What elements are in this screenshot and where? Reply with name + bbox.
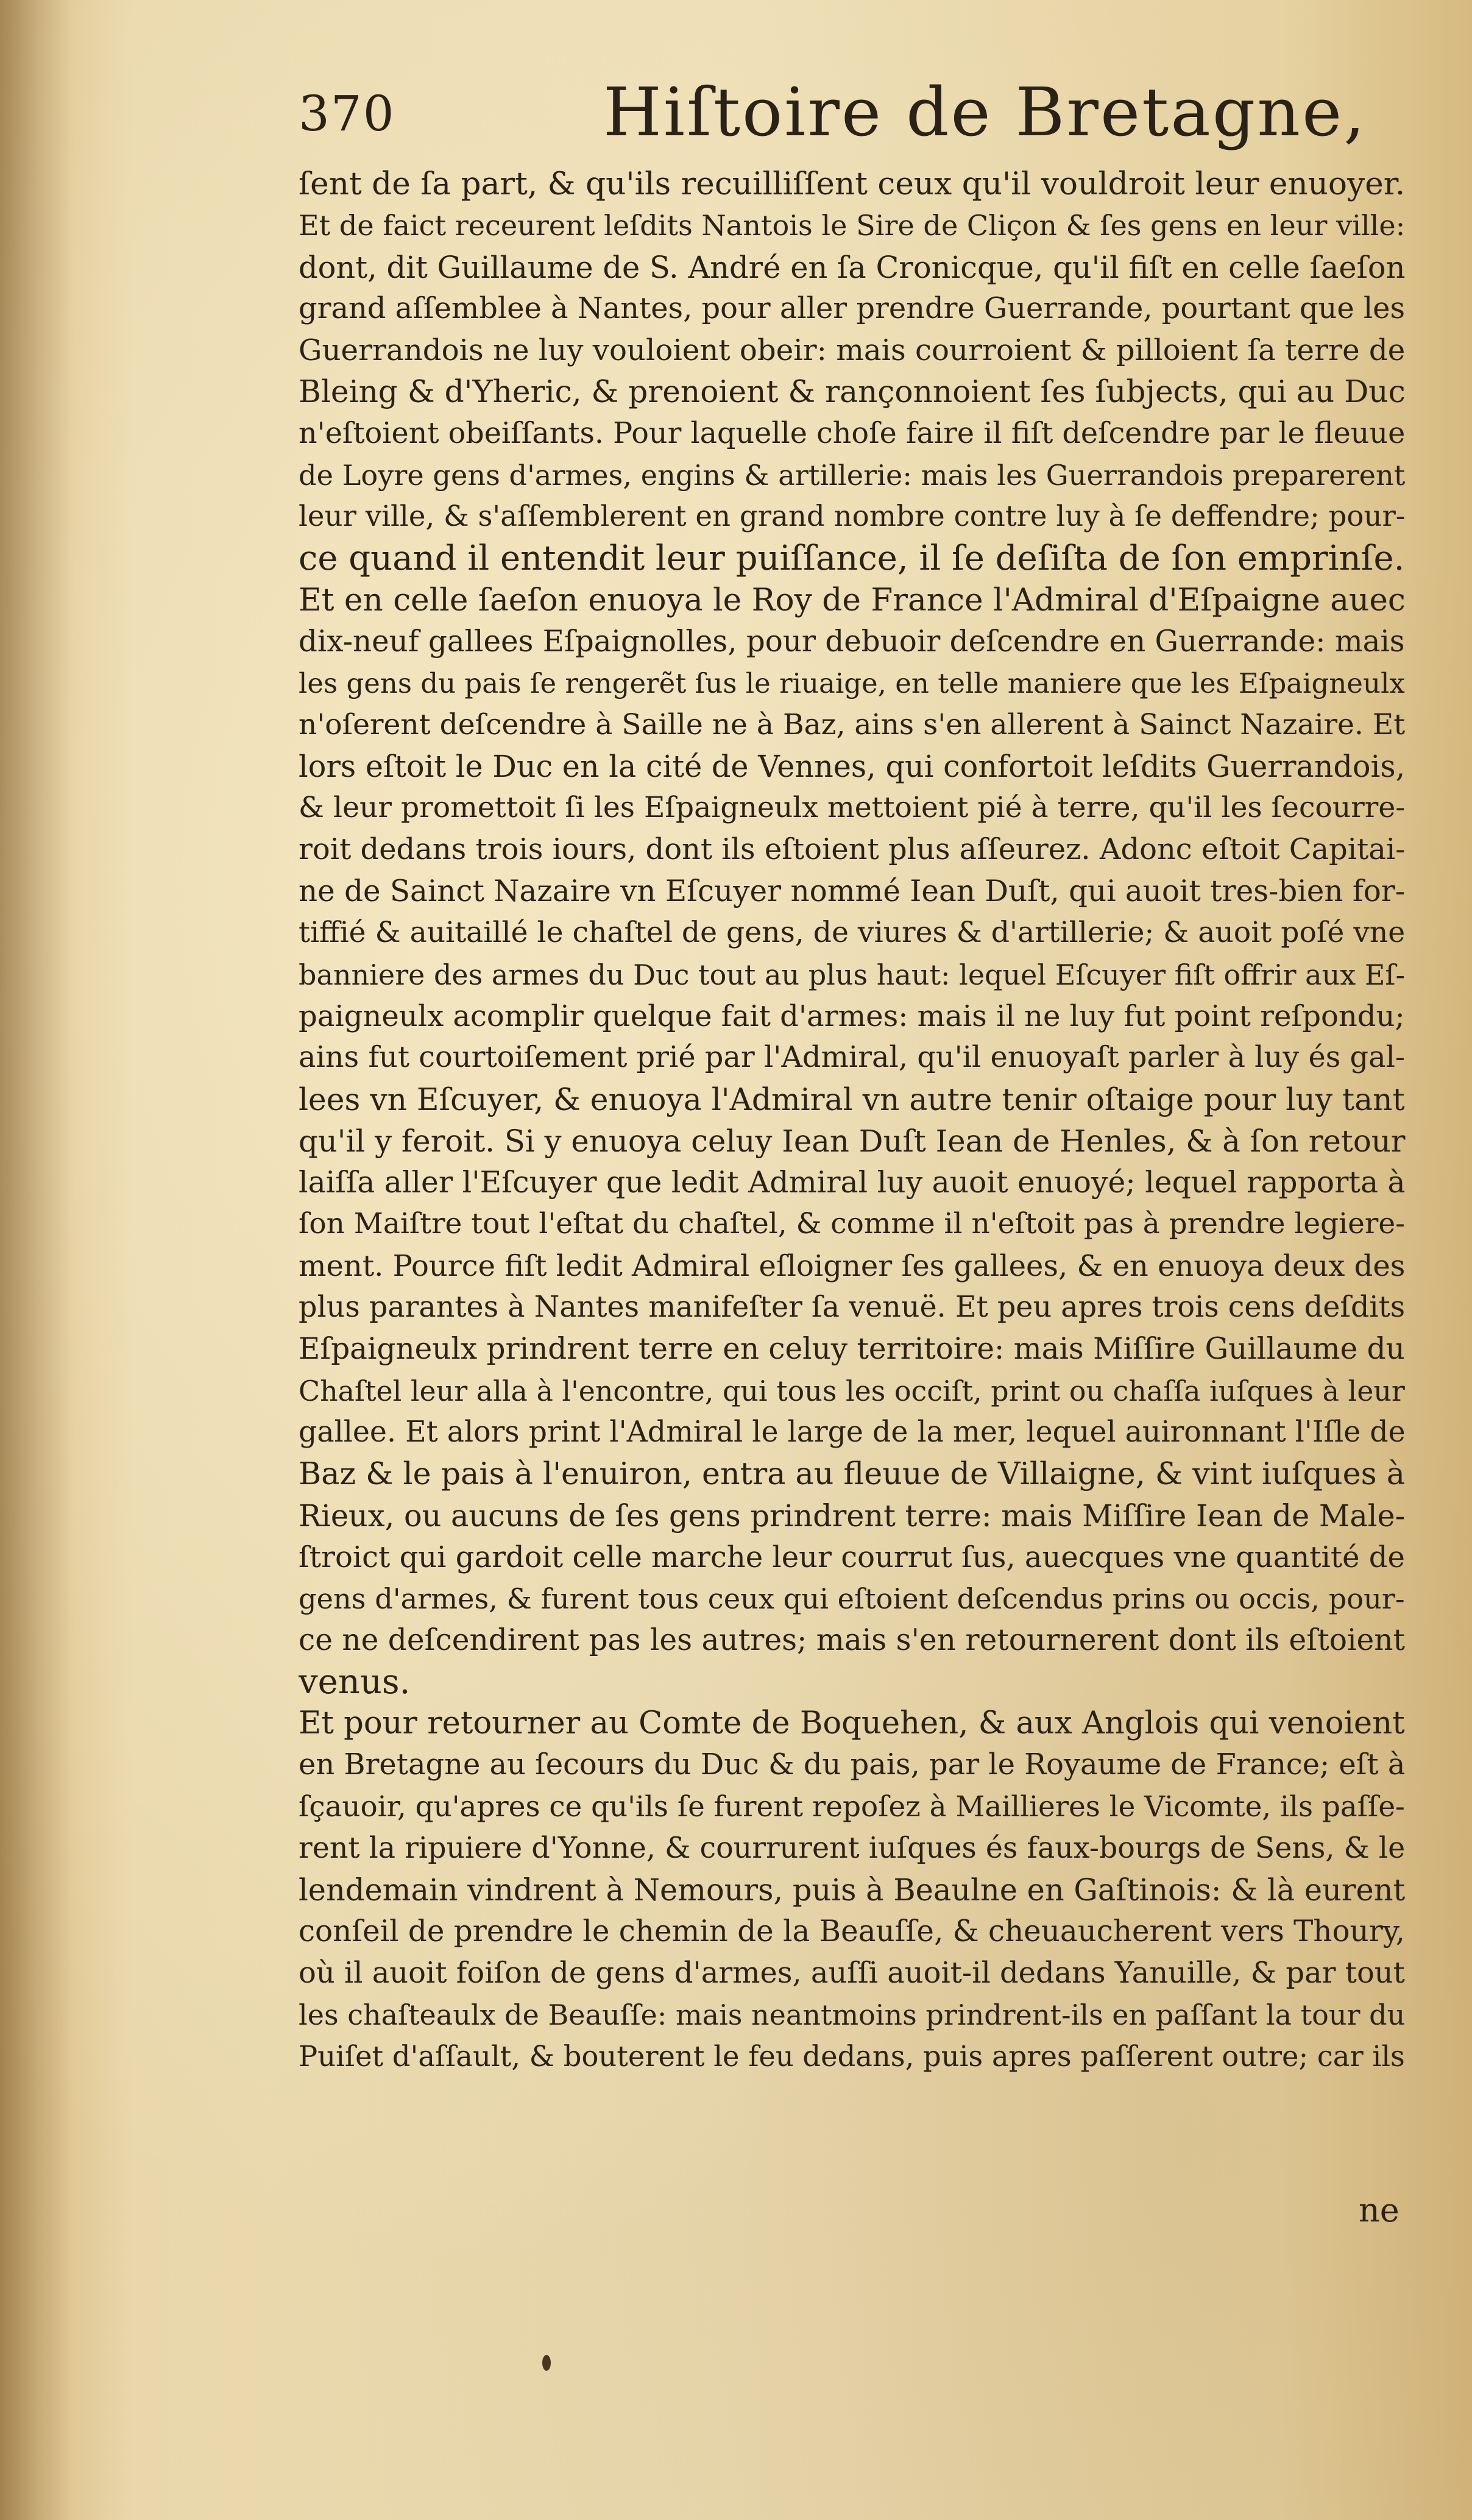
text-line: ce ne deſcendirent pas les autres; mais s'en retournerent dont ils eſtoient xyxy=(299,1623,1406,1658)
text-line: Chaſtel leur alla à l'encontre, qui tous les occiſt, print ou chaſſa iuſques à leur xyxy=(299,1374,1405,1407)
text-line: dont, dit Guillaume de S. André en ſa Cronicque, qu'il fiſt en celle ſaeſon xyxy=(299,249,1406,285)
text-line: laiſſa aller l'Eſcuyer que ledit Admiral luy auoit enuoyé; lequel rapporta à xyxy=(299,1166,1406,1200)
text-line: tiffié & auitaillé le chaſtel de gens, de viures & d'artillerie; & auoit poſé vne xyxy=(299,916,1406,950)
page-number: 370 xyxy=(299,85,395,142)
running-title: Hiſtoire de Bretagne, xyxy=(603,73,1367,151)
page-header xyxy=(299,73,1432,152)
text-line: roit dedans trois iours, dont ils eſtoient plus aſſeurez. Adonc eſtoit Capitai- xyxy=(299,832,1406,866)
text-line: venus. xyxy=(299,1662,411,1702)
text-line: de Loyre gens d'armes, engins & artillerie: mais les Guerrandois preparerent xyxy=(299,459,1406,492)
text-line: gallee. Et alors print l'Admiral le large de la mer, lequel auironnant l'Iſle de xyxy=(299,1415,1406,1449)
gutter-shadow xyxy=(0,0,73,2520)
text-line: Puiſet d'aſſault, & bouterent le feu dedans, puis apres paſſerent outre; car ils xyxy=(299,2040,1405,2073)
text-line: lendemain vindrent à Nemours, puis à Beaulne en Gaſtinois: & là eurent xyxy=(299,1872,1406,1908)
text-line: Baz & le pais à l'enuiron, entra au fleuue de Villaigne, & vint iuſques à xyxy=(299,1456,1405,1492)
ink-mark xyxy=(542,2355,551,2371)
text-line: en Bretagne au ſecours du Duc & du pais, par le Royaume de France; eſt à xyxy=(299,1748,1406,1782)
text-line: ment. Pource fiſt ledit Admiral eſloigner ſes gallees, & en enuoya deux des xyxy=(299,1248,1406,1283)
text-line: ce quand il entendit leur puiſſance, il ſe deſiſta de ſon emprinſe. xyxy=(299,538,1405,578)
text-line: n'eſtoient obeiſſants. Pour laquelle choſe faire il fiſt deſcendre par le fleuue xyxy=(299,416,1406,450)
text-line: & leur promettoit ſi les Eſpaigneulx mettoient pié à terre, qu'il les ſecourre- xyxy=(299,791,1406,825)
text-line: Bleing & d'Yheric, & prenoient & rançonnoient ſes ſubjects, qui au Duc xyxy=(299,373,1406,410)
text-line: Et de faict receurent leſdits Nantois le Sire de Cliçon & ſes gens en leur ville: xyxy=(299,209,1406,242)
text-line: grand aſſemblee à Nantes, pour aller prendre Guerrande, pourtant que les xyxy=(299,291,1406,325)
text-line: Rieux, ou aucuns de ſes gens prindrent terre: mais Miſſire Iean de Male- xyxy=(299,1498,1406,1534)
text-line: banniere des armes du Duc tout au plus haut: lequel Eſcuyer fiſt offrir aux Eſ- xyxy=(299,958,1405,991)
body-text xyxy=(299,163,1417,2078)
text-line: ſon Maiſtre tout l'eſtat du chaſtel, & comme il n'eſtoit pas à prendre legiere- xyxy=(299,1207,1406,1241)
text-line: ſent de ſa part, & qu'ils recuilliſſent ceux qu'il vouldroit leur enuoyer. xyxy=(299,166,1406,202)
text-line: les gens du pais ſe rengerẽt ſus le riuaige, en telle maniere que les Eſpaigneulx xyxy=(299,667,1405,699)
catchword: ne xyxy=(1359,2191,1399,2229)
text-line: Et en celle ſaeſon enuoya le Roy de France l'Admiral d'Eſpaigne auec xyxy=(299,581,1406,618)
text-line: Guerrandois ne luy vouloient obeir: mais courroient & pilloient ſa terre de xyxy=(299,333,1406,368)
text-line: conſeil de prendre le chemin de la Beauſſe, & cheuaucherent vers Thoury, xyxy=(299,1914,1405,1949)
text-line: gens d'armes, & furent tous ceux qui eſtoient deſcendus prins ou occis, pour- xyxy=(299,1582,1405,1616)
text-line: paigneulx acomplir quelque fait d'armes: mais il ne luy fut point reſpondu; xyxy=(299,999,1405,1033)
text-line: plus parantes à Nantes manifeſter ſa venuë. Et peu apres trois cens deſdits xyxy=(299,1290,1406,1325)
text-line: lors eſtoit le Duc en la cité de Vennes, qui confortoit leſdits Guerrandois, xyxy=(299,749,1406,785)
text-line: qu'il y feroit. Si y enuoya celuy Iean Duſt Iean de Henles, & à ſon retour xyxy=(299,1123,1406,1159)
text-line: Eſpaigneulx prindrent terre en celuy territoire: mais Miſſire Guillaume du xyxy=(299,1332,1405,1367)
text-line: leur ville, & s'aſſemblerent en grand nombre contre luy à ſe deffendre; pour- xyxy=(299,500,1406,534)
text-line: ſçauoir, qu'apres ce qu'ils ſe furent repoſez à Maillieres le Vicomte, ils paſſe- xyxy=(299,1790,1405,1824)
text-line: lees vn Eſcuyer, & enuoya l'Admiral vn autre tenir oſtaige pour luy tant xyxy=(299,1081,1405,1117)
text-line: ne de Sainct Nazaire vn Eſcuyer nommé Iean Duſt, qui auoit tres-bien for- xyxy=(299,874,1406,909)
text-line: Et pour retourner au Comte de Boquehen, & aux Anglois qui venoient xyxy=(299,1705,1405,1741)
text-line: dix-neuf gallees Eſpaignolles, pour debuoir deſcendre en Guerrande: mais xyxy=(299,625,1405,659)
text-line: ains fut courtoiſement prié par l'Admiral, qu'il enuoyaſt parler à luy és gal- xyxy=(299,1041,1406,1075)
text-line: rent la ripuiere d'Yonne, & courrurent iuſques és faux-bourgs de Sens, & le xyxy=(299,1831,1406,1865)
text-line: ſtroict qui gardoit celle marche leur courrut ſus, auecques vne quantité de xyxy=(299,1540,1405,1574)
text-line: n'oſerent deſcendre à Saille ne à Baz, ains s'en allerent à Sainct Nazaire. Et xyxy=(299,707,1406,741)
text-line: les chaſteaulx de Beauſſe: mais neantmoins prindrent-ils en paſſant la tour du xyxy=(299,1998,1406,2032)
text-line: où il auoit foiſon de gens d'armes, auſſi auoit-il dedans Yanuille, & par tout xyxy=(299,1956,1405,1990)
